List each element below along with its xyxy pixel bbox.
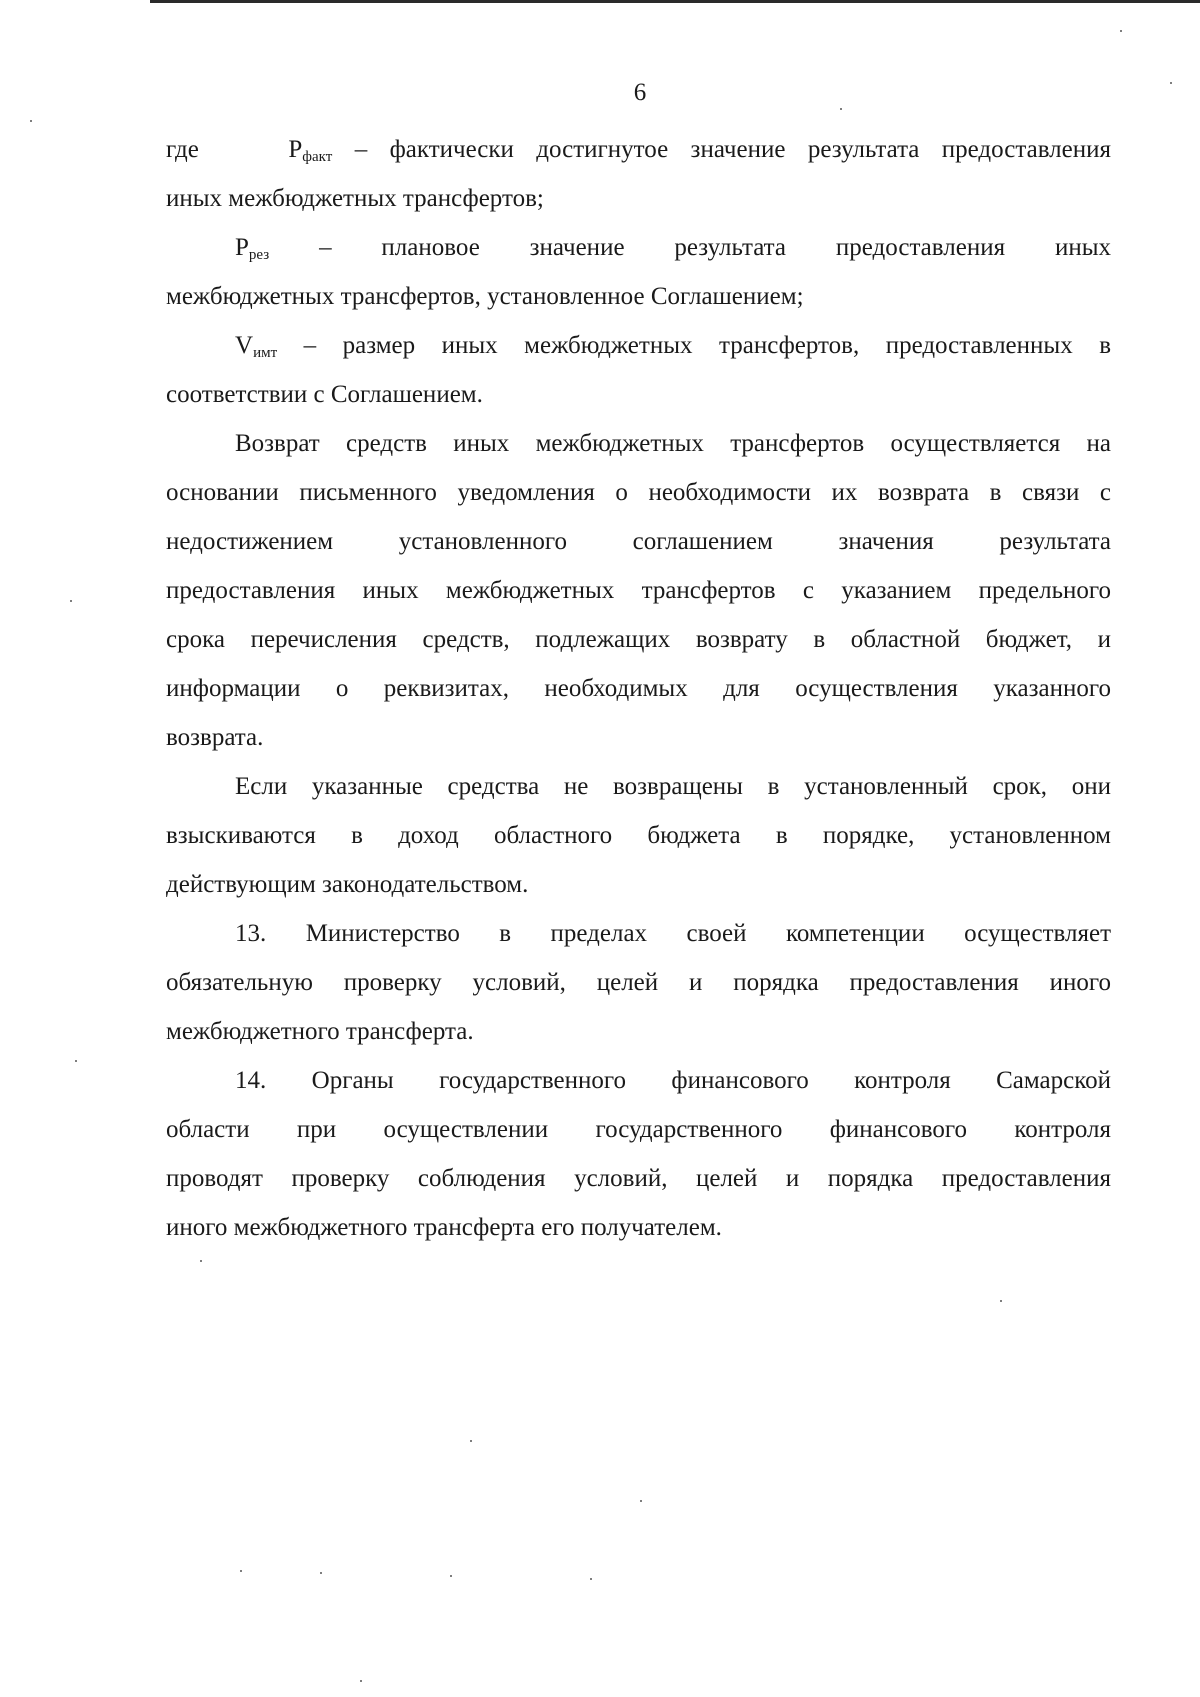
legend-intro: где xyxy=(166,136,199,163)
scan-speck xyxy=(240,1570,242,1572)
paragraph-item13-line: межбюджетного трансферта. xyxy=(166,1018,474,1045)
scan-speck xyxy=(200,1260,202,1262)
paragraph-return-line: Возврат средств иных межбюджетных трансфертов осуществляется на xyxy=(235,430,1111,457)
paragraph-recovery-line: взыскиваются в доход областного бюджета в порядке, установленном xyxy=(166,822,1111,849)
symbol-v-imt: $V_{имт}$ xyxy=(235,332,278,361)
scan-speck xyxy=(590,1578,592,1580)
scan-speck xyxy=(450,1575,452,1577)
legend-fact-line1 xyxy=(166,125,1111,174)
paragraph-return-line: недостижением установленного соглашением значения результата xyxy=(166,528,1111,555)
paragraph-return-line: срока перечисления средств, подлежащих возврату в областной бюджет, и xyxy=(166,626,1111,653)
scan-speck xyxy=(1000,1300,1002,1302)
paragraph-item14-line: иного межбюджетного трансферта его получателем. xyxy=(166,1214,722,1241)
scan-speck xyxy=(360,1680,362,1682)
scan-speck xyxy=(840,108,842,110)
scan-speck xyxy=(30,120,32,122)
legend-imt-line2: соответствии с Соглашением. xyxy=(166,381,483,408)
paragraph-item14-line: проводят проверку соблюдения условий, целей и порядка предоставления xyxy=(166,1165,1111,1192)
paragraph-recovery-line: действующим законодательством. xyxy=(166,871,529,898)
scan-speck xyxy=(75,1060,77,1062)
legend-fact-line2: иных межбюджетных трансфертов; xyxy=(166,185,544,212)
symbol-p-rez: $P_{рез}$ xyxy=(235,234,270,263)
paragraph-return-line: возврата. xyxy=(166,724,264,751)
legend-imt-line1 xyxy=(166,321,1111,370)
paragraph-item14-line: области при осуществлении государственного финансового контроля xyxy=(166,1116,1111,1143)
scan-speck xyxy=(320,1572,322,1574)
paragraph-return-line: основании письменного уведомления о необходимости их возврата в связи с xyxy=(166,479,1111,506)
legend-rez-text: – плановое значение результата предоставления иных xyxy=(319,234,1112,261)
paragraph-return-line: информации о реквизитах, необходимых для осуществления указанного xyxy=(166,675,1111,702)
paragraph-return-line: предоставления иных межбюджетных трансфертов с указанием предельного xyxy=(166,577,1111,604)
legend-fact-text: – фактически достигнутое значение результата предоставления xyxy=(354,136,1112,163)
paragraph-item13-line: 13. Министерство в пределах своей компетенции осуществляет xyxy=(235,920,1111,947)
scan-speck xyxy=(1120,30,1122,32)
document-body xyxy=(166,125,1111,1252)
scan-speck xyxy=(70,600,72,602)
scan-speck xyxy=(1170,82,1172,84)
page-number: 6 xyxy=(633,79,647,106)
symbol-p-fact: $P_{факт}$ xyxy=(288,136,333,165)
legend-rez-line1 xyxy=(166,223,1111,272)
legend-imt-text: – размер иных межбюджетных трансфертов, предоставленных в xyxy=(303,332,1111,359)
paragraph-item14-line: 14. Органы государственного финансового контроля Самарской xyxy=(235,1067,1111,1094)
scan-speck xyxy=(470,1440,472,1442)
legend-rez-line2: межбюджетных трансфертов, установленное Соглашением; xyxy=(166,283,804,310)
paragraph-item13-line: обязательную проверку условий, целей и порядка предоставления иного xyxy=(166,969,1111,996)
scan-top-border xyxy=(150,0,1200,3)
paragraph-recovery-line: Если указанные средства не возвращены в установленный срок, они xyxy=(235,773,1111,800)
scan-speck xyxy=(640,1500,642,1502)
